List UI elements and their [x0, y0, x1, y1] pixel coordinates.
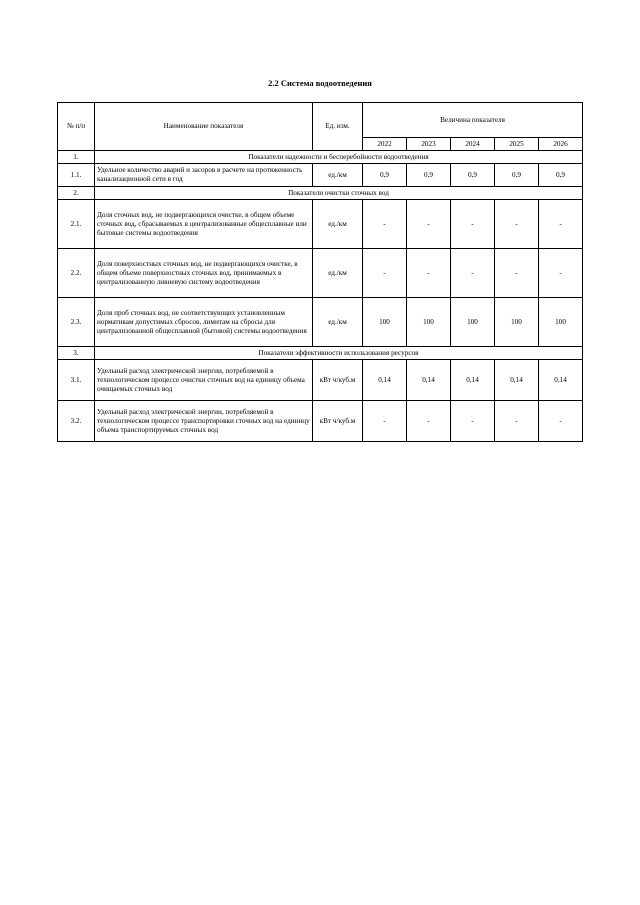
value-cell: 100: [495, 298, 539, 347]
indicator-name: Удельный расход электрической энергии, потребляемой в технологическом процессе транспортировки сточных вод на единицу объема транспортируемых сточных вод: [95, 401, 313, 442]
value-cell: 100: [363, 298, 407, 347]
row-number: 1.1.: [58, 164, 95, 187]
indicators-table: [57, 102, 583, 442]
value-cell: 0,9: [539, 164, 583, 187]
indicator-name: Удельный расход электрической энергии, потребляемой в технологическом процессе очистки сточных вод на единицу объема очищаемых сточных вод: [95, 360, 313, 401]
table-row: [58, 360, 583, 401]
header-num: № п/п: [58, 103, 95, 151]
section-number: 2.: [58, 187, 95, 200]
header-year: 2022: [363, 138, 407, 151]
value-cell: 0,9: [407, 164, 451, 187]
section-title: Показатели эффективности использования ресурсов: [95, 347, 583, 360]
table-row: [58, 164, 583, 187]
indicator-name: Доля поверхностных сточных вод, не подвергающихся очистке, в общем объеме поверхностных сточных вод, принимаемых в централизованную ливневую систему водоотведения: [95, 249, 313, 298]
value-cell: 0,9: [451, 164, 495, 187]
value-cell: -: [451, 200, 495, 249]
value-cell: 100: [451, 298, 495, 347]
value-cell: -: [407, 401, 451, 442]
indicator-name: Доля проб сточных вод, не соответствующих установленным нормативам допустимых сбросов, лимитам на сбросы для централизованной общесплавной (бытовой) системы водоотведения: [95, 298, 313, 347]
indicator-name: Удельное количество аварий и засоров в расчете на протяженность канализационной сети в год: [95, 164, 313, 187]
value-cell: -: [451, 249, 495, 298]
value-cell: -: [539, 249, 583, 298]
table-row: [58, 249, 583, 298]
header-name: Наименование показателя: [95, 103, 313, 151]
header-values-group: Величина показателя: [363, 103, 583, 138]
row-number: 3.1.: [58, 360, 95, 401]
section-title: Показатели надежности и бесперебойности водоотведения: [95, 151, 583, 164]
unit-cell: кВт ч/куб.м: [313, 401, 363, 442]
value-cell: -: [539, 200, 583, 249]
value-cell: 0,14: [539, 360, 583, 401]
section-row: [58, 151, 583, 164]
section-number: 3.: [58, 347, 95, 360]
value-cell: 0,14: [363, 360, 407, 401]
section-number: 1.: [58, 151, 95, 164]
value-cell: -: [363, 249, 407, 298]
indicator-name: Доля сточных вод, не подвергающихся очистке, в общем объеме сточных вод, сбрасываемых в централизованные общесплавные или бытовые системы водоотведения: [95, 200, 313, 249]
value-cell: 0,14: [451, 360, 495, 401]
unit-cell: кВт ч/куб.м: [313, 360, 363, 401]
header-year: 2026: [539, 138, 583, 151]
unit-cell: ед./км: [313, 164, 363, 187]
value-cell: 100: [539, 298, 583, 347]
table-row: [58, 298, 583, 347]
table-row: [58, 401, 583, 442]
value-cell: 0,14: [407, 360, 451, 401]
value-cell: -: [363, 200, 407, 249]
unit-cell: ед./км: [313, 249, 363, 298]
row-number: 2.3.: [58, 298, 95, 347]
unit-cell: ед./км: [313, 298, 363, 347]
value-cell: -: [495, 249, 539, 298]
value-cell: 0,9: [495, 164, 539, 187]
value-cell: -: [495, 200, 539, 249]
value-cell: -: [495, 401, 539, 442]
header-year: 2024: [451, 138, 495, 151]
header-unit: Ед. изм.: [313, 103, 363, 151]
header-year: 2025: [495, 138, 539, 151]
section-row: [58, 187, 583, 200]
value-cell: -: [451, 401, 495, 442]
value-cell: -: [363, 401, 407, 442]
header-year: 2023: [407, 138, 451, 151]
value-cell: -: [407, 200, 451, 249]
value-cell: 0,14: [495, 360, 539, 401]
page-title: 2.2 Система водоотведения: [268, 78, 372, 88]
section-row: [58, 347, 583, 360]
row-number: 2.1.: [58, 200, 95, 249]
value-cell: -: [539, 401, 583, 442]
value-cell: -: [407, 249, 451, 298]
value-cell: 100: [407, 298, 451, 347]
row-number: 3.2.: [58, 401, 95, 442]
value-cell: 0,9: [363, 164, 407, 187]
unit-cell: ед./км: [313, 200, 363, 249]
table-row: [58, 200, 583, 249]
section-title: Показатели очистки сточных вод: [95, 187, 583, 200]
row-number: 2.2.: [58, 249, 95, 298]
